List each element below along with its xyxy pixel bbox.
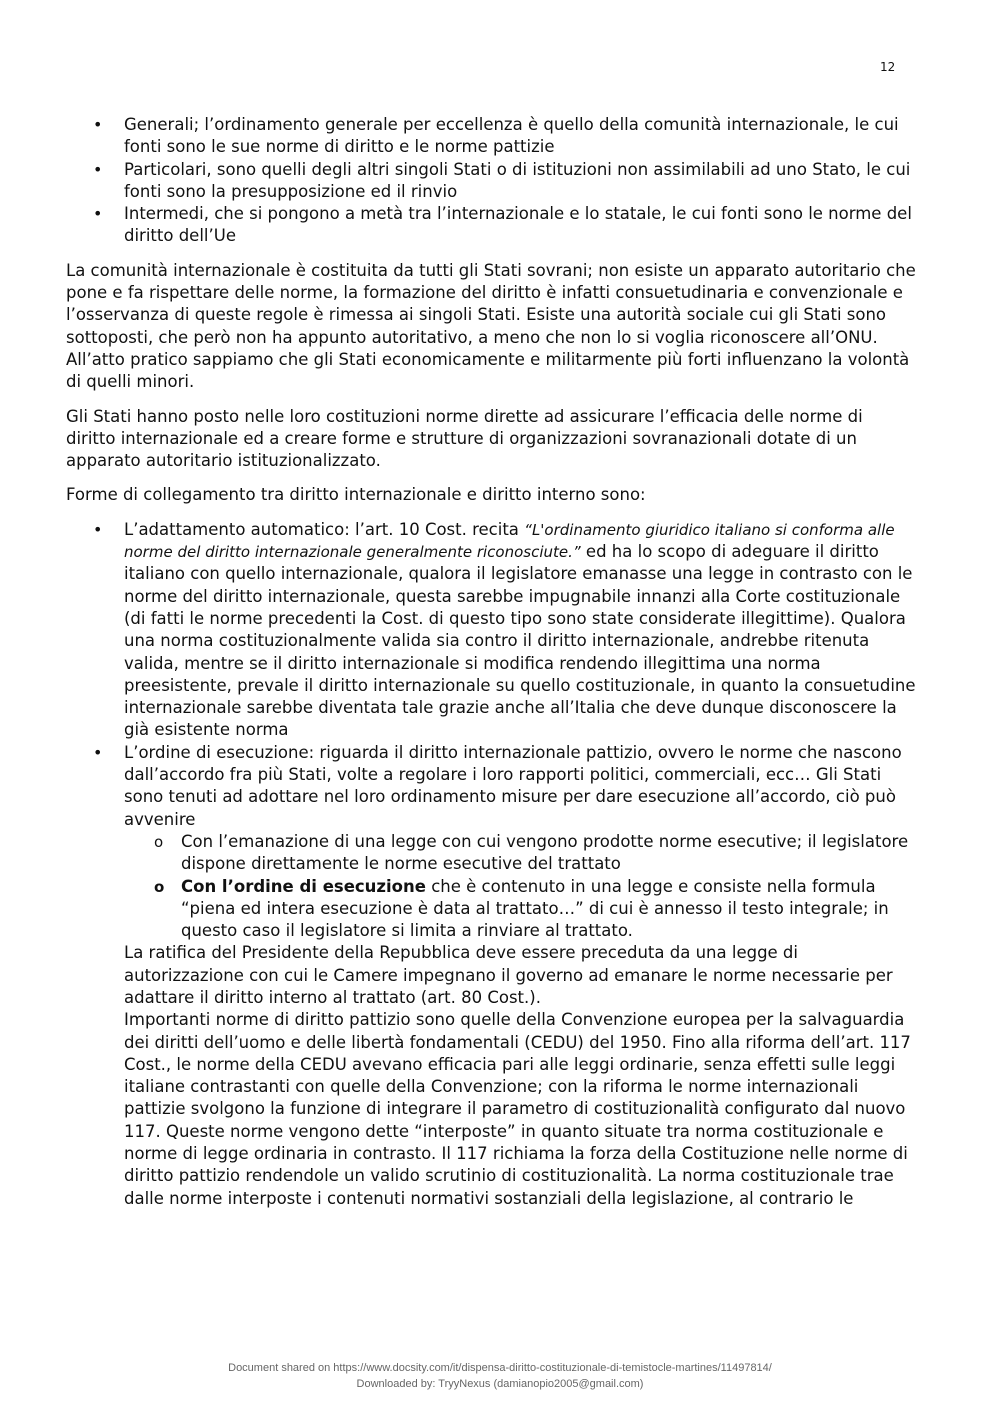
esecuzione-sublist — [124, 831, 916, 942]
list-item-adattamento — [124, 519, 916, 742]
ordinamenti-list — [66, 114, 916, 248]
list-item-ordine-esecuzione — [124, 742, 916, 1210]
footer-shared-link: Document shared on https://www.docsity.com/it/dispensa-diritto-costituzionale-di-temistocle-martines/11497814/ — [228, 1362, 772, 1374]
adattamento-lead: L’adattamento automatico: l’art. 10 Cost. recita — [124, 519, 525, 539]
adattamento-text: ed ha lo scopo di adeguare il diritto italiano con quello internazionale, qualora il legislatore emanasse una legge in contrasto con le norme del diritto internazionale, questa sarebbe impugnabile innanzi alla Corte costituzionale (di fatti le norme precedenti la Cost. di questo tipo sono state considerate illegittime). Qualora una norma costituzionalmente valida sia contro il diritto internazionale, andrebbe ritenuta valida, mentre se il diritto internazionale si modifica rendendo illegittima una norma preesistente, prevale il diritto internazionale su quello costituzionale, in quanto la consuetudine internazionale sarebbe diventata tale grazie anche all’Italia che deve dunque disconoscere la già esistente norma — [124, 542, 916, 740]
page-footer — [0, 1360, 1000, 1392]
art10-quote: “L'ordinamento giuridico italiano si conforma alle norme del diritto internazionale generalmente riconosciute.” — [124, 520, 895, 562]
sublist-item-ordine — [181, 876, 916, 943]
paragraph-forme-intro: Forme di collegamento tra diritto internazionale e diritto interno sono: — [66, 485, 646, 505]
list-item: • Particolari, sono quelli degli altri singoli Stati o di istituzioni non assimilabili ad uno Stato, le cui fonti sono la presupposizione ed il rinvio — [124, 159, 916, 204]
ordine-bold-label: Con l’ordine di esecuzione — [181, 876, 426, 896]
list-item: • Generali; l’ordinamento generale per eccellenza è quello della comunità internazionale, le cui fonti sono le sue norme di diritto e le norme pattizie — [124, 114, 916, 159]
footer-downloaded-by: Downloaded by: TryyNexus (damianopio2005@gmail.com) — [356, 1378, 644, 1390]
forme-collegamento-list — [66, 519, 916, 1210]
ordine-sub-text: che è contenuto in una legge e consiste nella formula “piena ed intera esecuzione è data al trattato…” di cui è annesso il testo integrale; in questo caso il legislatore si limita a rinviare al trattato. — [181, 876, 889, 941]
cedu-text: Importanti norme di diritto pattizio sono quelle della Convenzione europea per la salvaguardia dei diritti dell’uomo e delle libertà fondamentali (CEDU) del 1950. Fino alla riforma dell’art. 117 Cost., le norme della CEDU avevano efficacia pari alle leggi ordinarie, senza effetti sulle leggi italiane contrastanti con quelle della Convenzione; con la riforma le norme internazionali pattizie svolgono la funzione di integrare il parametro di costituzionalità configurato dal nuovo 117. Queste norme vengono dette “interposte” in quanto situate tra norma costituzionale e norme di legge ordinaria in contrasto. Il 117 richiama la forza della Costituzione nelle norme di diritto pattizio rendendole un valido scrutinio di costituzionalità. La norma costituzionale trae dalle norme interposte i contenuti normativi sostanziali della legislazione, al contrario le — [124, 1010, 911, 1208]
document-body — [66, 114, 916, 1210]
paragraph-comunita-internazionale: La comunità internazionale è costituita da tutti gli Stati sovrani; non esiste un apparato autoritario che pone e fa rispettare delle norme, la formazione del diritto è infatti consuetudinaria e convenzionale e l’osservanza di queste regole è rimessa ai singoli Stati. Esiste una autorità sociale cui gli Stati sono sottoposti, che però non ha appunto autoritativo, a meno che non lo si voglia riconoscere all’ONU. All’atto pratico sappiamo che gli Stati economicamente e militarmente più forti influenzano la volontà di quelli minori. — [66, 260, 916, 392]
paragraph-costituzioni: Gli Stati hanno posto nelle loro costituzioni norme dirette ad assicurare l’efficacia delle norme di diritto internazionale ed a creare forme e strutture di organizzazioni sovranazionali dotate di un apparato autoritario istituzionalizzato. — [66, 406, 863, 471]
page-number: 12 — [880, 60, 896, 74]
sublist-item-legge: o Con l’emanazione di una legge con cui vengono prodotte norme esecutive; il legislatore dispone direttamente le norme esecutive del trattato — [181, 831, 916, 876]
ordine-text: L’ordine di esecuzione: riguarda il diritto internazionale pattizio, ovvero le norme che nascono dall’accordo fra più Stati, volte a regolare i loro rapporti politici, commerciali, ecc… Gli Stati sono tenuti ad adottare nel loro ordinamento misure per dare esecuzione all’accordo, ciò può avvenire — [124, 742, 902, 829]
ratifica-text: La ratifica del Presidente della Repubblica deve essere preceduta da una legge di autorizzazione con cui le Camere impegnano il governo ad emanare le norme necessarie per adattare il diritto interno al trattato (art. 80 Cost.). — [124, 943, 893, 1007]
list-item: • Intermedi, che si pongono a metà tra l’internazionale e lo statale, le cui fonti sono le norme del diritto dell’Ue — [124, 203, 916, 248]
